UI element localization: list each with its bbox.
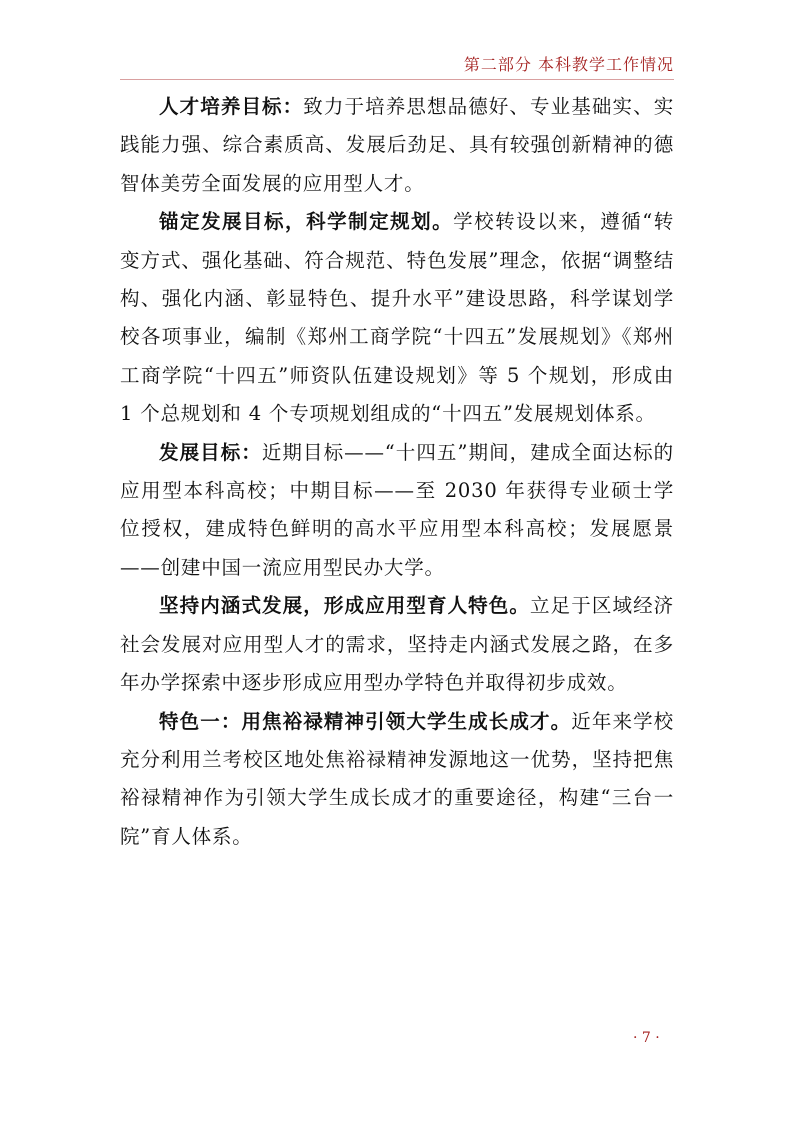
paragraph-lead: 坚持内涵式发展，形成应用型育人特色。 (159, 594, 531, 618)
paragraph-planning (120, 203, 674, 433)
paragraph-body: 致力于培养思想品德好、专业基础实、实践能力强、综合素质高、发展后劲足、具有较强创新精神的德智体美劳全面发展的应用型人才。 (120, 95, 674, 195)
paragraph-body: 近年来学校充分利用兰考校区地处焦裕禄精神发源地这一优势，坚持把焦裕禄精神作为引领大学生成长成才的重要途径，构建“三台一院”育人体系。 (120, 709, 674, 848)
paragraph-talent-goal (120, 88, 674, 203)
paragraph-body: 学校转设以来，遵循“转变方式、强化基础、符合规范、特色发展”理念，依据“调整结构、强化内涵、彰显特色、提升水平”建设思路，科学谋划学校各项事业，编制《郑州工商学院“十四五”发展规划》《郑州工商学院“十四五”师资队伍建设规划》等 5 个规划，形成由 1 个总规划和 4 个专项规划组成的“十四五”发展规划体系。 (120, 210, 674, 426)
body-content (120, 88, 674, 856)
paragraph-lead: 发展目标： (159, 440, 262, 464)
paragraph-connotative-development (120, 587, 674, 702)
paragraph-body: 立足于区域经济社会发展对应用型人才的需求，坚持走内涵式发展之路，在多年办学探索中逐步形成应用型办学特色并取得初步成效。 (120, 594, 674, 695)
paragraph-body: 近期目标——“十四五”期间，建成全面达标的应用型本科高校；中期目标——至 2030 年获得专业硕士学位授权，建成特色鲜明的高水平应用型本科高校；发展愿景——创建中国一流应用型民办大学。 (120, 440, 674, 579)
paragraph-lead: 特色一：用焦裕禄精神引领大学生成长成才。 (159, 709, 572, 733)
page-number: · 7 · (633, 1030, 660, 1046)
header-rule (120, 79, 674, 80)
paragraph-feature-one (120, 703, 674, 857)
paragraph-development-goal (120, 434, 674, 588)
paragraph-lead: 人才培养目标： (159, 95, 304, 118)
paragraph-lead: 锚定发展目标，科学制定规划。 (159, 210, 454, 234)
running-header: 第二部分 本科教学工作情况 (463, 55, 674, 74)
